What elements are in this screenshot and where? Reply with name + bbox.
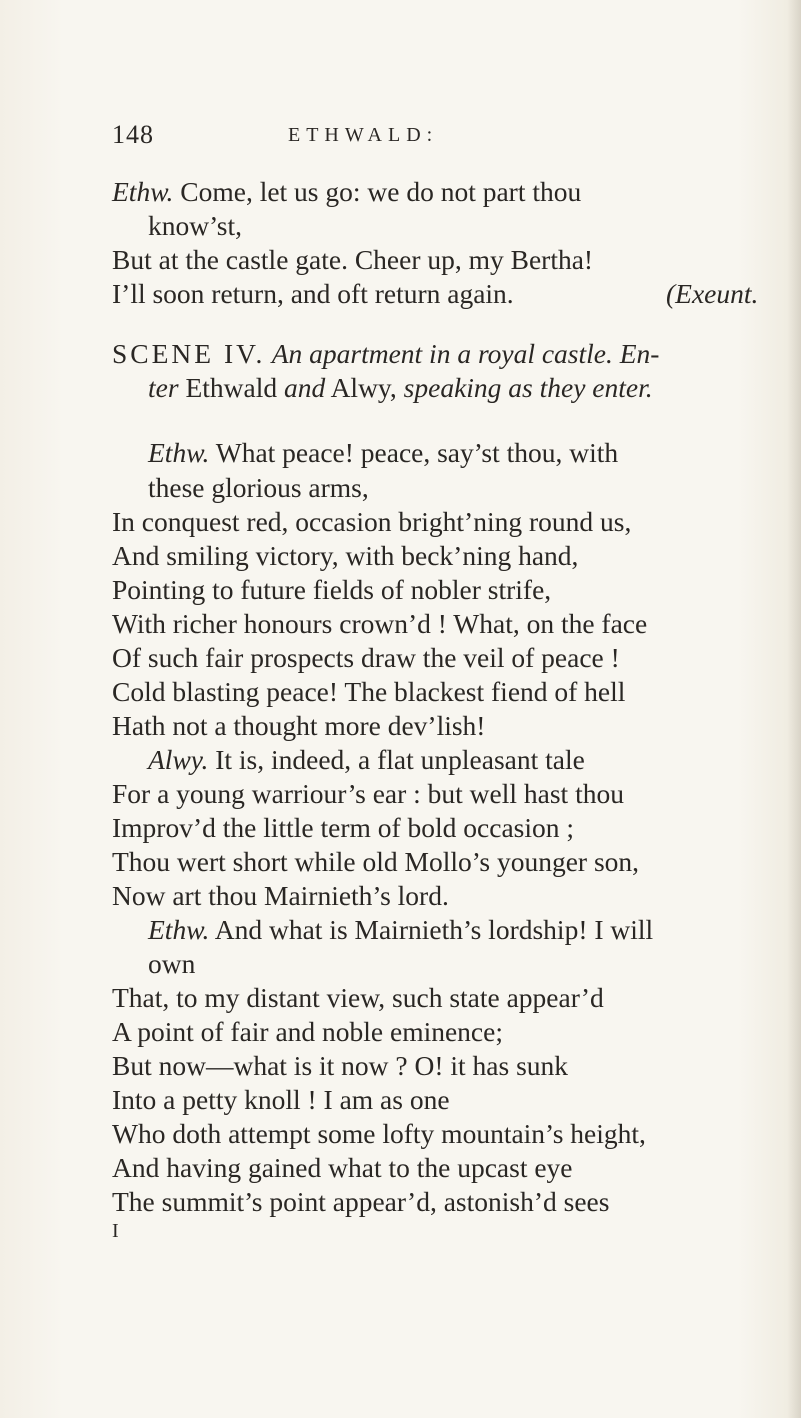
text-line xyxy=(148,209,242,243)
line-text: In conquest red, occasion bright’ning round us, xyxy=(112,506,632,537)
text-line xyxy=(112,277,514,311)
exeunt-direction: (Exeunt. xyxy=(666,278,759,309)
line-text: For a young warriour’s ear : but well hast thou xyxy=(112,778,624,809)
line-text: But now—what is it now ? O! it has sunk xyxy=(112,1050,569,1081)
text-line xyxy=(112,1083,450,1117)
text-line xyxy=(112,539,578,573)
line-text: Into a petty knoll ! I am as one xyxy=(112,1084,450,1115)
stage-direction xyxy=(666,277,758,311)
text-line xyxy=(112,1015,503,1049)
scene-number: SCENE IV. xyxy=(112,338,266,369)
line-text: With richer honours crown’d ! What, on the face xyxy=(112,608,648,639)
line-text: these glorious arms, xyxy=(148,472,369,503)
text-line xyxy=(112,675,625,709)
text-line xyxy=(112,845,639,879)
line-text: The summit’s point appear’d, astonish’d sees xyxy=(112,1186,610,1217)
line-text: Improv’d the little term of bold occasion ; xyxy=(112,812,575,843)
line-text: And what is Mairnieth’s lordship! I will xyxy=(209,914,654,945)
text-line xyxy=(112,607,647,641)
text-line xyxy=(148,913,653,947)
line-text: A point of fair and noble eminence; xyxy=(112,1016,503,1047)
text-line xyxy=(112,811,574,845)
scene-heading xyxy=(112,337,659,371)
line-text: Pointing to future fields of nobler strife, xyxy=(112,574,552,605)
speaker-name: Ethw. xyxy=(148,914,210,945)
text-line xyxy=(112,1117,646,1151)
text-line xyxy=(112,1185,609,1219)
line-text: And smiling victory, with beck’ning hand, xyxy=(112,540,579,571)
running-head: ETHWALD: xyxy=(288,124,439,146)
line-text: But at the castle gate. Cheer up, my Bertha! xyxy=(112,244,594,275)
text-line xyxy=(112,175,581,209)
scene-text: speaking as they enter. xyxy=(403,372,653,403)
line-text: Now art thou Mairnieth’s lord. xyxy=(112,880,449,911)
line-text: That, to my distant view, such state appear’d xyxy=(112,982,604,1013)
text-line xyxy=(112,777,624,811)
character-name: Ethwald xyxy=(178,372,284,403)
text-line xyxy=(112,1151,573,1185)
text-line xyxy=(112,505,631,539)
text-line xyxy=(112,981,604,1015)
line-text: Thou wert short while old Mollo’s younger son, xyxy=(112,846,640,877)
text-line xyxy=(148,743,585,777)
line-text: own xyxy=(148,948,196,979)
line-text: It is, indeed, a flat unpleasant tale xyxy=(208,744,585,775)
line-text: Who doth attempt some lofty mountain’s height, xyxy=(112,1118,646,1149)
line-text: Cold blasting peace! The blackest fiend of hell xyxy=(112,676,626,707)
scene-heading-continued xyxy=(148,371,653,405)
text-line xyxy=(112,243,593,277)
line-text: What peace! peace, say’st thou, with xyxy=(209,437,619,468)
text-line xyxy=(112,641,620,675)
speaker-name: Ethw. xyxy=(148,437,210,468)
speaker-name: Alwy. xyxy=(148,744,209,775)
page-number: 148 xyxy=(112,120,154,149)
line-text: I’ll soon return, and oft return again. xyxy=(112,278,514,309)
text-line xyxy=(112,709,485,743)
text-line xyxy=(112,1049,568,1083)
scene-text: ter xyxy=(148,372,179,403)
text-line xyxy=(148,947,195,981)
text-line xyxy=(112,573,551,607)
text-line xyxy=(112,879,449,913)
text-line xyxy=(148,436,618,470)
line-text: Of such fair prospects draw the veil of peace ! xyxy=(112,642,620,673)
page-edge-shadow xyxy=(787,0,801,1418)
line-text: Hath not a thought more dev’lish! xyxy=(112,710,486,741)
line-text: know’st, xyxy=(148,210,242,241)
scene-description: An apartment in a royal castle. En- xyxy=(265,338,660,369)
speaker-name: Ethw. xyxy=(112,176,174,207)
scene-text: and xyxy=(283,372,326,403)
line-text: And having gained what to the upcast eye xyxy=(112,1152,573,1183)
line-text: Come, let us go: we do not part thou xyxy=(173,176,582,207)
text-line xyxy=(148,471,369,505)
page-header xyxy=(112,120,652,156)
character-name: Alwy, xyxy=(325,372,404,403)
signature-mark: I xyxy=(112,1220,119,1242)
